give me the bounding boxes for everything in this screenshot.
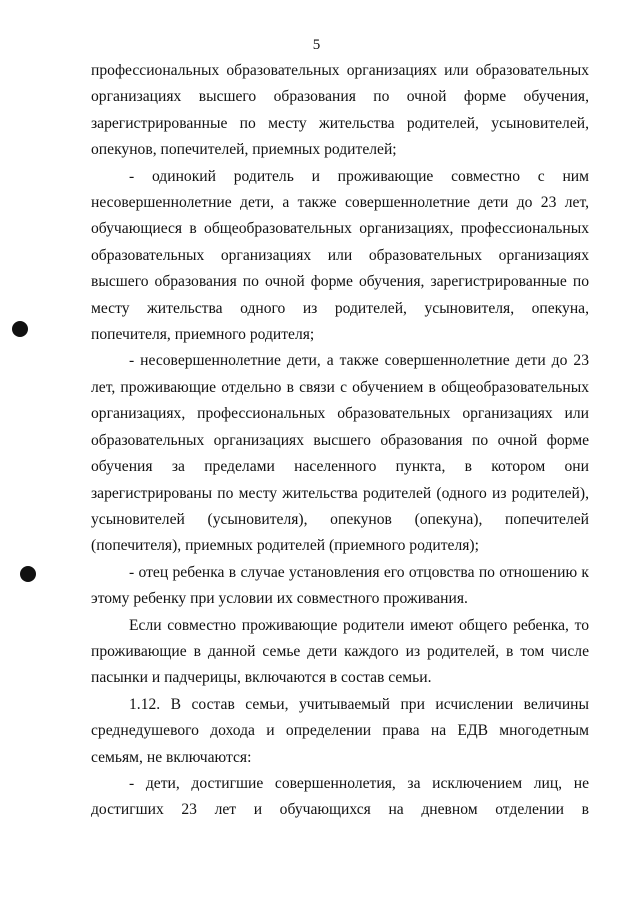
punch-hole-mark xyxy=(12,321,28,337)
paragraph-children-living-separately: - несовершеннолетние дети, а также совершеннолетние дети до 23 лет, проживающие отдельно в связи с обучением в общеобразовательных организациях, профессиональных образовательных организациях или образовательных организациях высшего образования по очной форме обучения за пределами населенного пункта, в котором они зарегистрированы по месту жительства родителей (одного из родителей), усыновителей (усыновителя), опекунов (опекуна), попечителей (попечителя), приемных родителей (приемного родителя); xyxy=(91,352,589,555)
page-number: 5 xyxy=(312,37,321,53)
paragraph-father: - отец ребенка в случае установления его отцовства по отношению к этому ребенку при условии их совместного проживания. xyxy=(91,563,589,608)
paragraph-single-parent: - одинокий родитель и проживающие совместно с ним несовершеннолетние дети, а также совершеннолетние дети до 23 лет, обучающиеся в общеобразовательных организациях, профессиональных образовательных организациях или образовательных организациях высшего образования по очной форме обучения, зарегистрированные по месту жительства одного из родителей, усыновителя, опекуна, попечителя, приемного родителя; xyxy=(91,167,589,344)
document-body xyxy=(91,58,589,824)
paragraph-common-child: Если совместно проживающие родители имеют общего ребенка, то проживающие в данной семье дети каждого из родителей, в том числе пасынки и падчерицы, включаются в состав семьи. xyxy=(91,616,589,687)
paragraph-section-1-12: 1.12. В состав семьи, учитываемый при исчислении величины среднедушевого дохода и определении права на ЕДВ многодетным семьям, не включаются: xyxy=(91,695,589,766)
punch-hole-mark xyxy=(20,566,36,582)
paragraph-adult-children: - дети, достигшие совершеннолетия, за исключением лиц, не достигших 23 лет и обучающихся на дневном отделении в xyxy=(91,774,589,819)
paragraph-continuation: профессиональных образовательных организациях или образовательных организациях высшего образования по очной форме обучения, зарегистрированные по месту жительства родителей, усыновителей, опекунов, попечителей, приемных родителей; xyxy=(91,62,589,159)
